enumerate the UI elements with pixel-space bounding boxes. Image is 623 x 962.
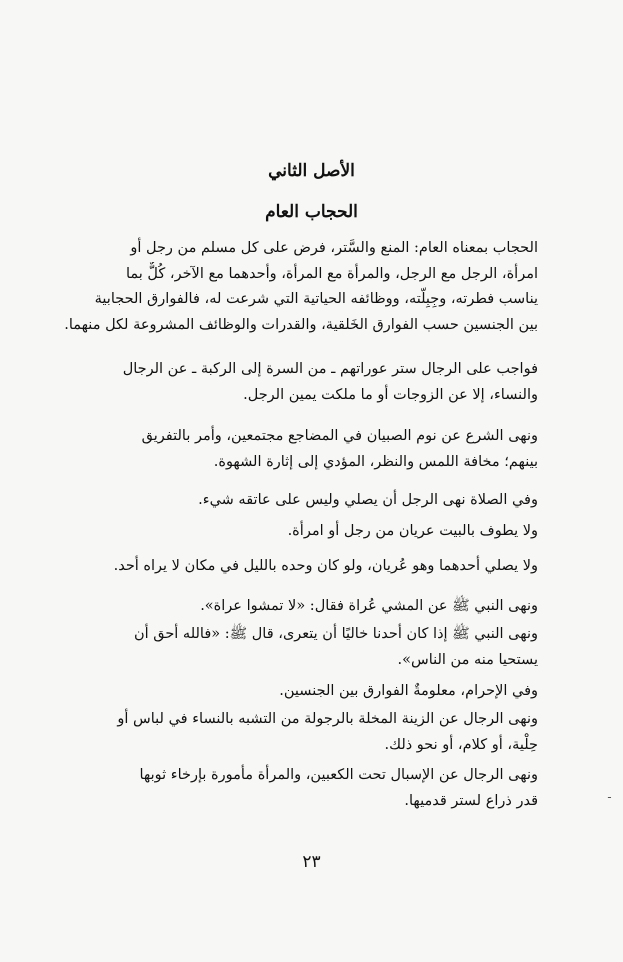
text-line: ولا يصلي أحدهما وهو عُريان، ولو كان وحده بالليل في مكان لا يراه أحد. — [113, 558, 538, 574]
paragraph-2 — [64, 357, 538, 408]
scan-speck: ـ — [608, 790, 611, 801]
text-line: ونهى النبي ﷺ إذا كان أحدنا خاليًا أن يتعرى، قال ﷺ: «فالله أحق أن — [133, 626, 538, 642]
text-line: حِلْية، أو كلام، أو نحو ذلك. — [384, 736, 538, 753]
paragraph-5 — [64, 519, 538, 545]
chapter-title: الأصل الثاني — [268, 161, 355, 181]
text-line: فواجب على الرجال ستر عوراتهم ـ من السرة إلى الركبة ـ عن الرجال — [122, 361, 538, 377]
text-line: ونهى النبي ﷺ عن المشي عُراة فقال: «لا تمشوا عراة». — [200, 598, 538, 614]
text-line: امرأة، الرجل مع الرجل، والمرأة مع المرأة، وأحدهما مع الآخر، كُلٌّ بما — [125, 265, 538, 282]
paragraph-1 — [64, 236, 538, 338]
text-line: بينهم؛ مخافة اللمس والنظر، المؤدي إلى إثارة الشهوة. — [213, 453, 538, 470]
text-line: وفي الإحرام، معلومةٌ الفوارق بين الجنسين. — [279, 683, 538, 699]
paragraph-11 — [64, 763, 538, 814]
text-line: ونهى الرجال عن الزينة المخلة بالرجولة من التشبه بالنساء في لباس أو — [117, 711, 538, 727]
text-line: وفي الصلاة نهى الرجل أن يصلي وليس على عاتقه شيء. — [198, 492, 538, 508]
paragraph-7 — [64, 594, 538, 620]
paragraph-9 — [64, 679, 538, 705]
section-title: الحجاب العام — [265, 202, 358, 222]
paragraph-10 — [64, 707, 538, 758]
paragraph-6 — [64, 554, 538, 580]
paragraph-8 — [64, 622, 538, 673]
text-line: يستحيا منه من الناس». — [397, 651, 538, 668]
paragraph-4 — [64, 488, 538, 514]
paragraph-3 — [64, 424, 538, 475]
text-line: يناسب فطرته، وجِبِلَّته، ووظائفه الحياتية التي شرعت له، فالفوارق الحجابية — [94, 291, 538, 307]
text-line: والنساء، إلا عن الزوجات أو ما ملكت يمين الرجل. — [243, 386, 538, 403]
text-line: ونهى الرجال عن الإسبال تحت الكعبين، والمرأة مأمورة بإرخاء ثوبها — [139, 767, 538, 783]
text-line: بين الجنسين حسب الفوارق الخَلقية، والقدرات والوظائف المشروعة لكل منهما. — [64, 316, 538, 333]
text-line: قدر ذراع لستر قدميها. — [404, 792, 538, 809]
text-line: الحجاب بمعناه العام: المنع والسَّتر، فرض على كل مسلم من رجل أو — [130, 240, 538, 256]
page-number: ٢٣ — [302, 852, 321, 872]
text-line: ولا يطوف بالبيت عريان من رجل أو امرأة. — [287, 523, 538, 539]
text-line: ونهى الشرع عن نوم الصبيان في المضاجع مجتمعين، وأمر بالتفريق — [141, 428, 538, 444]
